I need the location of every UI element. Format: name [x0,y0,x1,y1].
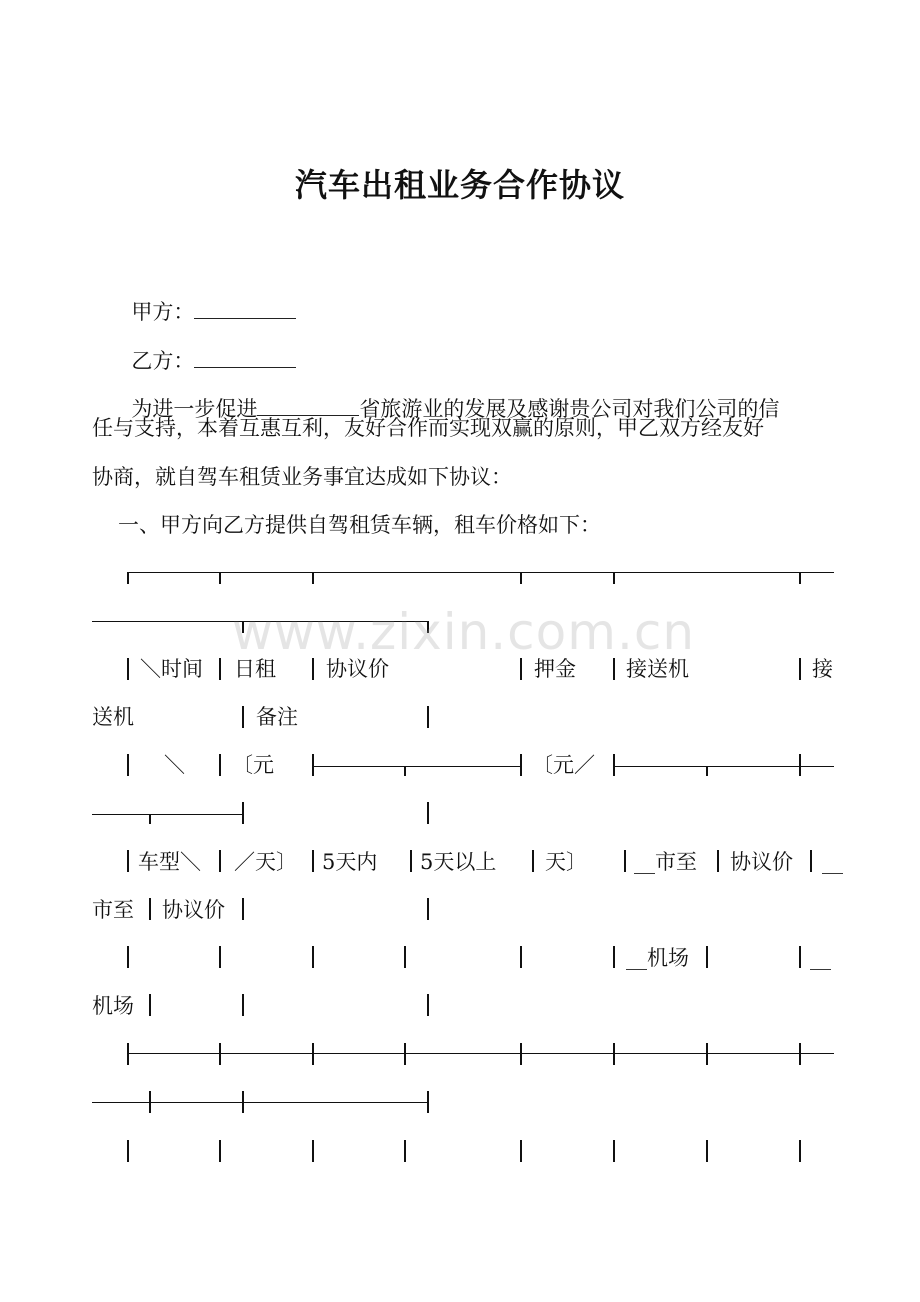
province-blank [257,395,359,416]
table-bar [219,1140,221,1162]
table-bar [242,706,244,728]
header-agreed-price-3: 协议价 [162,898,225,922]
table-bar [127,754,129,776]
table-tick [312,572,314,584]
table-bar [717,850,719,872]
table-bar [127,850,129,872]
table-bar [127,658,129,680]
table-bar [613,658,615,680]
header-time: ＼时间 [140,657,203,681]
intro-line1-end: 省旅游业的发展及感谢贵公司对我们公司的信 [359,397,780,421]
party-a-line [118,270,296,326]
table-bar [404,946,406,968]
table-bar [242,802,244,824]
cell-yuan-per: 〔元／ [532,753,595,777]
table-bar [706,766,708,776]
table-bar [127,1043,129,1065]
header-airport-2-blank: __ [810,946,831,970]
party-b-label: 乙方： [131,349,195,373]
header-airport: __机场 [626,946,689,970]
cell-per-day: ／天〕 [234,850,297,874]
table-bar [219,850,221,872]
header-city-to-2: 市至 [92,898,134,922]
watermark: www.zixin.com.cn [232,603,696,661]
header-airport-transfer-2-wrap: 送机 [92,705,134,729]
table-bar [427,706,429,728]
party-a-label: 甲方： [131,300,195,324]
table-tick [219,572,221,584]
table-bar [149,898,151,920]
table-bar [520,658,522,680]
header-airport-2: 机场 [92,994,134,1018]
table-bar [312,946,314,968]
table-bar [404,1043,406,1065]
header-over-5-days: 5天以上 [420,850,497,874]
table-bar [613,1043,615,1065]
header-daily-rent: 日租 [234,657,276,681]
table-bar [312,1140,314,1162]
table-bar [127,946,129,968]
header-remarks: 备注 [256,705,298,729]
table-bar [427,1091,429,1113]
table-rule-row5-wrap [92,1102,428,1103]
table-rule-row2-a [313,766,521,767]
table-bar [149,1091,151,1113]
cell-slash: ＼ [164,753,185,777]
table-bar [242,898,244,920]
table-bar [149,814,151,824]
party-a-blank [194,298,296,319]
table-bar [520,754,522,776]
header-airport-transfer: 接送机 [626,657,689,681]
table-bar [427,802,429,824]
header-city-to: __市至 [634,850,697,874]
table-bar [799,946,801,968]
table-bar [312,754,314,776]
intro-line-3: 协商，就自驾车租赁业务事宜达成如下协议： [92,465,512,489]
table-bar [706,1140,708,1162]
table-bar [242,1091,244,1113]
table-bar [404,766,406,776]
header-deposit: 押金 [534,657,576,681]
table-bar [799,1043,801,1065]
intro-line1-start: 为进一步促进 [131,397,258,421]
table-bar [613,946,615,968]
table-bar [613,1140,615,1162]
table-bar [706,1043,708,1065]
table-tick [520,572,522,584]
table-bar [312,850,314,872]
table-bar [242,994,244,1016]
intro-line-2: 任与支持，本着互惠互利，友好合作而实现双赢的原则，甲乙双方经友好 [92,416,764,440]
document-title: 汽车出租业务合作协议 [294,166,625,204]
table-rule-row2-wrap [92,814,242,815]
header-airport-transfer-2: 接 [812,657,833,681]
cell-day-close: 天〕 [545,850,587,874]
clause-1: 一、甲方向乙方提供自驾租赁车辆，租车价格如下： [118,513,601,537]
header-within-5-days: 5天内 [322,850,378,874]
table-bar [127,1140,129,1162]
table-bar [427,898,429,920]
table-tick [799,572,801,584]
table-bar [219,658,221,680]
table-bar [520,946,522,968]
table-bar [624,850,626,872]
header-agreed-price: 协议价 [326,657,389,681]
header-car-model: 车型＼ [138,850,201,874]
table-bar [520,1043,522,1065]
table-bar [799,1140,801,1162]
table-tick [613,572,615,584]
table-bar [219,754,221,776]
table-bar [706,946,708,968]
table-bar [404,1140,406,1162]
table-bar [799,658,801,680]
party-b-blank [194,347,296,368]
table-bar [149,994,151,1016]
table-bar [532,850,534,872]
cell-yuan: 〔元 [232,753,274,777]
table-bar [613,754,615,776]
table-bar [799,754,801,776]
table-tick [127,572,129,584]
table-top-border [128,572,834,573]
table-bar [520,1140,522,1162]
table-rule-row5 [128,1053,834,1054]
table-bar [410,850,412,872]
table-bar [312,1043,314,1065]
header-agreed-price-2: 协议价 [730,850,793,874]
table-bar [219,946,221,968]
table-bar [312,658,314,680]
table-bar [219,1043,221,1065]
header-city-to-2-blank: __ [822,850,843,874]
table-bar [810,850,812,872]
table-bar [427,994,429,1016]
